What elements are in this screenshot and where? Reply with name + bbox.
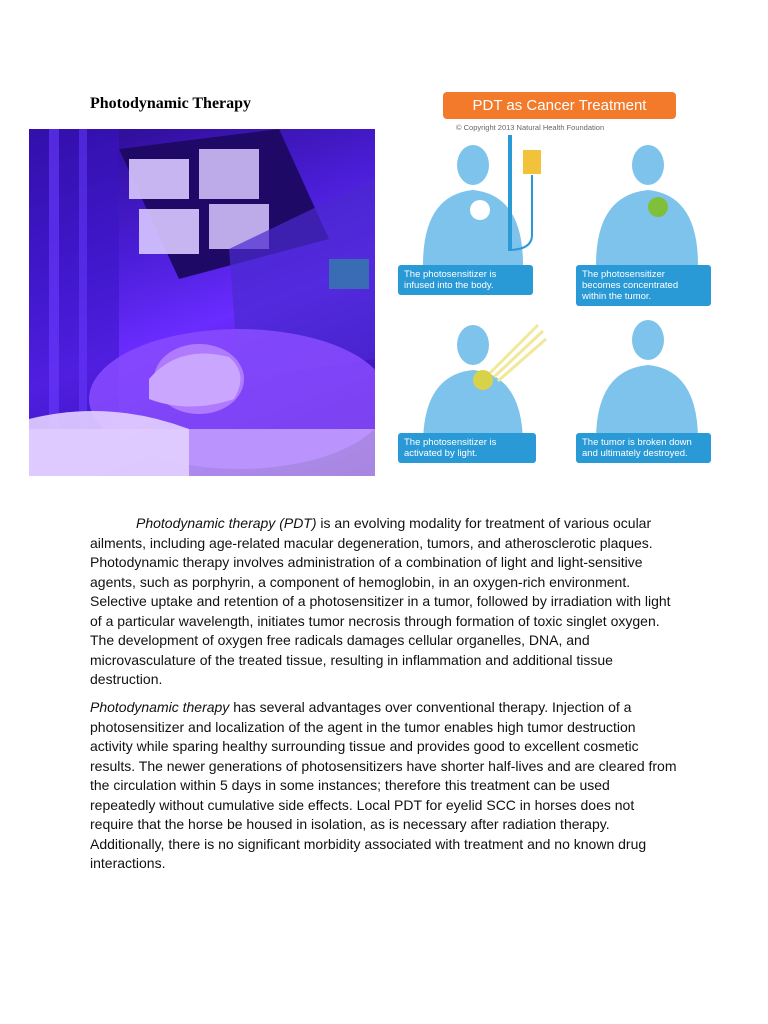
term: Photodynamic therapy [90, 699, 230, 715]
infographic-banner: PDT as Cancer Treatment [443, 92, 676, 119]
panel-infusion [398, 135, 548, 315]
panel-caption: The photosensitizer is infused into the body. [398, 265, 533, 295]
pdt-infographic [398, 90, 716, 476]
therapy-photo [29, 129, 375, 476]
term: Photodynamic therapy (PDT) [136, 515, 317, 531]
person-healthy-icon [566, 315, 716, 495]
panel-caption: The photosensitizer becomes concentrated within the tumor. [576, 265, 711, 306]
page-title: Photodynamic Therapy [90, 95, 252, 112]
person-light-beam-icon [398, 315, 548, 495]
panel-activation [398, 315, 548, 495]
infographic-copyright: © Copyright 2013 Natural Health Foundation [456, 123, 605, 132]
panel-concentration [566, 135, 716, 315]
paragraph-text: has several advantages over conventional therapy. Injection of a photosensitizer and localization of the agent in the tumor enables high tumor destruction activity while sparing healthy surrounding tissue and provides good to excellent cosmetic results. The newer generations of photosensitizers have shorter half-lives and are cleared from the circulation within 5 days in some instances; therefore this treatment can be used repeatedly without cumulative side effects. Local PDT for eyelid SCC in horses does not require that the horse be housed in isolation, as is necessary after radiation therapy. Additionally, there is no significant morbidity associated with treatment and no known drug interactions. [90, 699, 677, 871]
paragraph-text: is an evolving modality for treatment of various ocular ailments, including age-related macular degeneration, tumors, and atherosclerotic plaques. Photodynamic therapy involves administration of a combination of light and light-sensitive agents, such as porphyrin, a component of hemoglobin, in an oxygen-rich environment. Selective uptake and retention of a photosensitizer in a tumor, followed by irradiation with light of a particular wavelength, initiates tumor necrosis through formation of toxic singlet oxygen. The development of oxygen free radicals damages cellular organelles, DNA, and microvasculature of the treated tissue, resulting in inflammation and additional tissue destruction. [90, 515, 671, 687]
article-paragraph-1 [90, 514, 678, 690]
panel-caption: The tumor is broken down and ultimately destroyed. [576, 433, 711, 463]
panel-destruction [566, 315, 716, 495]
panel-caption: The photosensitizer is activated by light. [398, 433, 536, 463]
article-paragraph-2 [90, 698, 678, 874]
